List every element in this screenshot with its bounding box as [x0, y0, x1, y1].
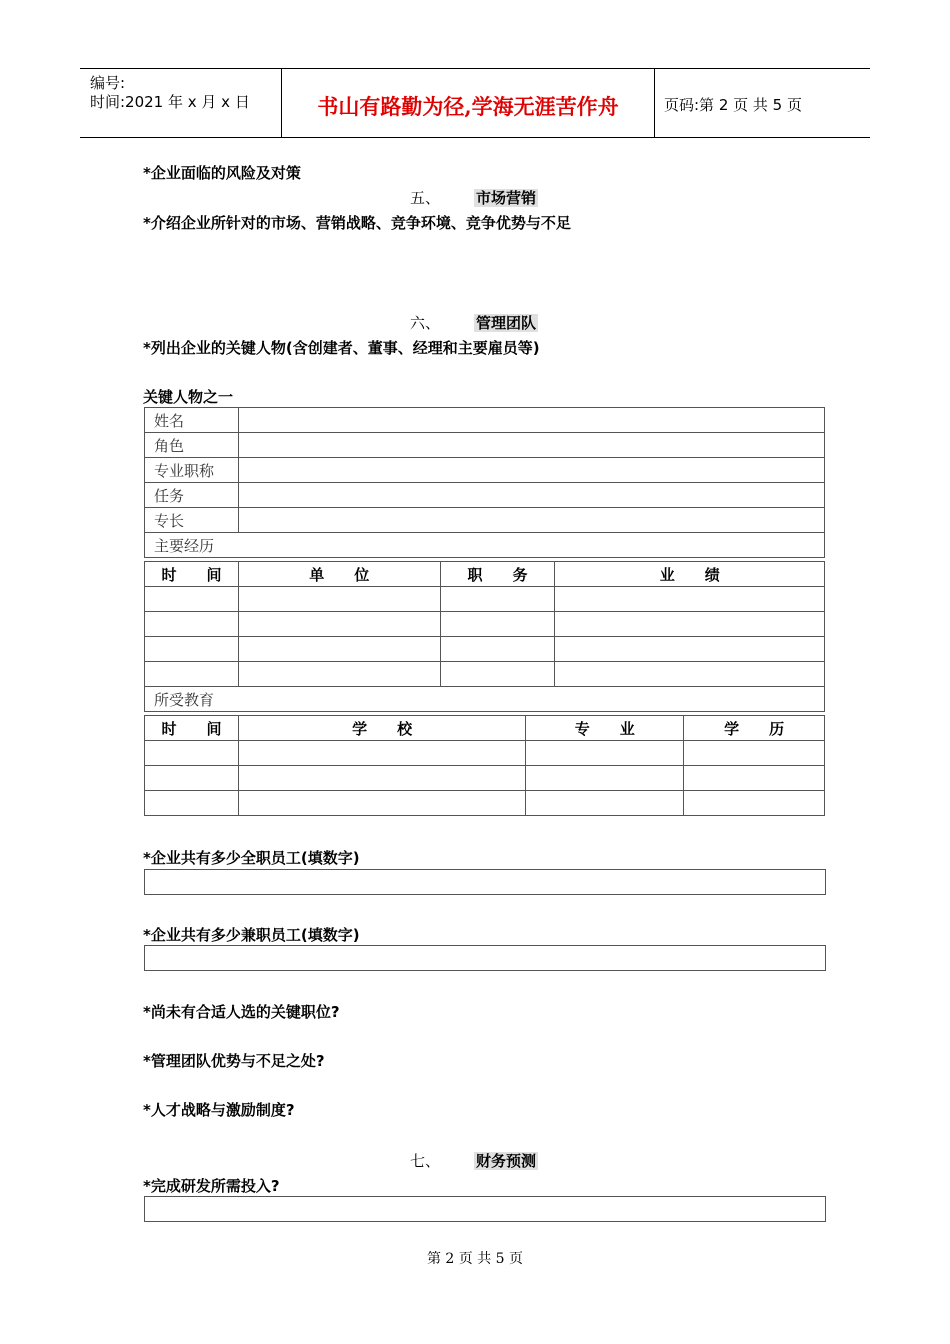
document-header	[80, 68, 870, 138]
question-risk: *企业面临的风险及对策	[143, 164, 301, 182]
col-header-time: 时 间	[145, 562, 239, 587]
table-cell[interactable]	[238, 741, 525, 766]
header-page-cell	[655, 69, 870, 137]
rd-investment-input[interactable]	[144, 1196, 826, 1222]
table-row	[145, 508, 825, 533]
table-cell[interactable]	[684, 741, 825, 766]
table-cell[interactable]	[238, 791, 525, 816]
table-cell[interactable]	[238, 662, 440, 687]
row-label: 角色	[145, 433, 239, 458]
page-footer: 第 2 页 共 5 页	[426, 1251, 524, 1267]
page-label: 页码:第 2 页 共 5 页	[664, 96, 802, 114]
col-header-position: 职 务	[440, 562, 555, 587]
col-header-degree: 学 历	[684, 716, 825, 741]
table-row	[145, 433, 825, 458]
table-row	[145, 408, 825, 433]
table-cell[interactable]	[238, 766, 525, 791]
table-cell[interactable]	[440, 637, 555, 662]
education-table	[144, 715, 825, 816]
table-cell[interactable]	[555, 612, 825, 637]
title-field[interactable]	[238, 458, 824, 483]
table-cell[interactable]	[145, 662, 239, 687]
table-cell[interactable]	[440, 662, 555, 687]
experience-table	[144, 561, 825, 712]
table-row	[145, 533, 825, 558]
table-row	[145, 587, 825, 612]
table-cell[interactable]	[684, 791, 825, 816]
table-cell[interactable]	[145, 587, 239, 612]
table-cell[interactable]	[555, 637, 825, 662]
education-title: 所受教育	[145, 687, 825, 712]
table-cell[interactable]	[440, 587, 555, 612]
table-cell[interactable]	[145, 637, 239, 662]
key-person-title: 关键人物之一	[143, 388, 234, 406]
fulltime-input[interactable]	[144, 869, 826, 895]
table-cell[interactable]	[145, 612, 239, 637]
table-cell[interactable]	[145, 741, 239, 766]
table-row	[145, 458, 825, 483]
section5-title: 市场营销	[476, 189, 537, 207]
table-cell[interactable]	[526, 791, 684, 816]
table-cell[interactable]	[145, 766, 239, 791]
table-cell[interactable]	[238, 612, 440, 637]
specialty-field[interactable]	[238, 508, 824, 533]
question-team: *管理团队优势与不足之处?	[143, 1052, 325, 1070]
section6-number: 六、	[410, 314, 441, 332]
key-person-table	[144, 407, 825, 558]
motto: 书山有路勤为径,学海无涯苦作舟	[317, 94, 619, 119]
table-row	[145, 637, 825, 662]
section7-title: 财务预测	[476, 1152, 537, 1170]
parttime-input[interactable]	[144, 945, 826, 971]
experience-title: 主要经历	[145, 533, 825, 558]
section5-number: 五、	[410, 189, 441, 207]
table-row	[145, 662, 825, 687]
question-talent: *人才战略与激励制度?	[143, 1101, 295, 1119]
task-field[interactable]	[238, 483, 824, 508]
question-market: *介绍企业所针对的市场、营销战略、竞争环境、竞争优势与不足	[143, 214, 571, 232]
row-label: 任务	[145, 483, 239, 508]
row-label: 专长	[145, 508, 239, 533]
table-cell[interactable]	[526, 741, 684, 766]
number-label: 编号:	[90, 74, 126, 92]
table-header-row	[145, 562, 825, 587]
table-header-row	[145, 716, 825, 741]
table-cell[interactable]	[526, 766, 684, 791]
section6-title: 管理团队	[476, 314, 537, 332]
time-label: 时间:2021 年 x 月 x 日	[90, 93, 250, 111]
section7-number: 七、	[410, 1152, 441, 1170]
table-row	[145, 612, 825, 637]
table-cell[interactable]	[684, 766, 825, 791]
question-parttime: *企业共有多少兼职员工(填数字)	[143, 926, 360, 944]
table-row	[145, 766, 825, 791]
table-row	[145, 687, 825, 712]
row-label: 专业职称	[145, 458, 239, 483]
question-rd-investment: *完成研发所需投入?	[143, 1177, 280, 1195]
question-key-people: *列出企业的关键人物(含创建者、董事、经理和主要雇员等)	[143, 339, 540, 357]
col-header-time: 时 间	[145, 716, 239, 741]
table-cell[interactable]	[145, 791, 239, 816]
question-fulltime: *企业共有多少全职员工(填数字)	[143, 849, 360, 867]
table-row	[145, 741, 825, 766]
header-motto-cell	[282, 69, 655, 137]
row-label: 姓名	[145, 408, 239, 433]
col-header-unit: 单 位	[238, 562, 440, 587]
table-cell[interactable]	[555, 587, 825, 612]
table-cell[interactable]	[555, 662, 825, 687]
col-header-school: 学 校	[238, 716, 525, 741]
table-cell[interactable]	[440, 612, 555, 637]
col-header-achievement: 业 绩	[555, 562, 825, 587]
table-cell[interactable]	[238, 587, 440, 612]
table-row	[145, 483, 825, 508]
question-vacant-positions: *尚未有合适人选的关键职位?	[143, 1003, 340, 1021]
name-field[interactable]	[238, 408, 824, 433]
table-row	[145, 791, 825, 816]
table-cell[interactable]	[238, 637, 440, 662]
header-left-cell	[80, 69, 282, 137]
col-header-major: 专 业	[526, 716, 684, 741]
role-field[interactable]	[238, 433, 824, 458]
